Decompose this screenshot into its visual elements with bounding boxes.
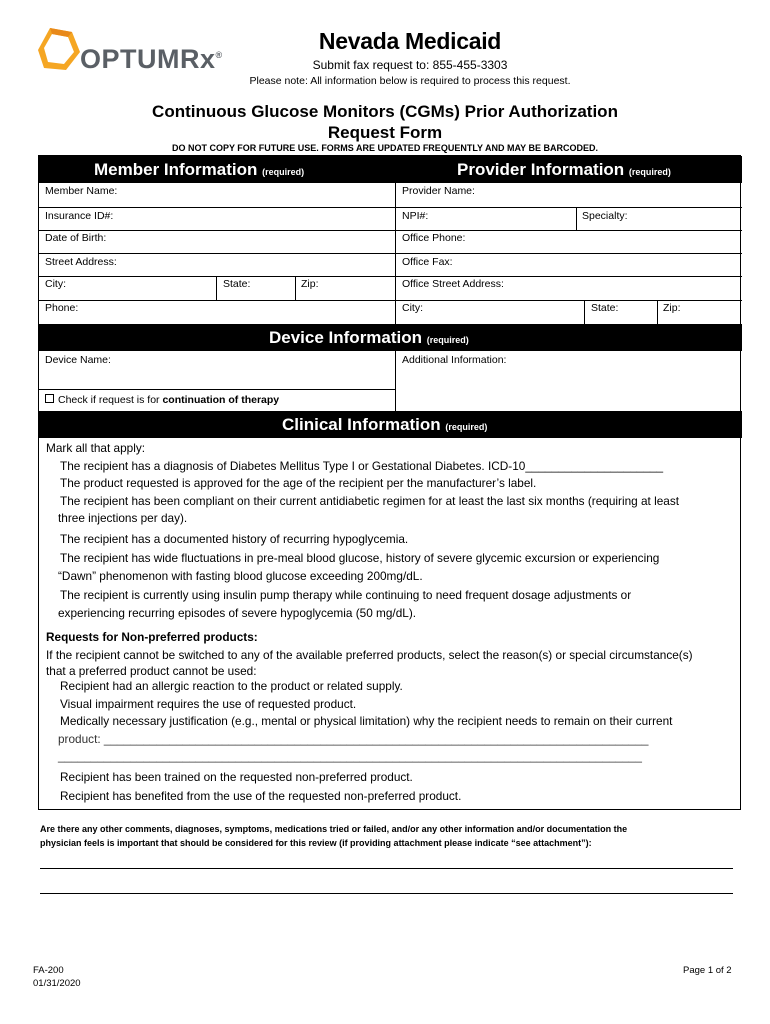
nonpref-medical[interactable]: Medically necessary justification (e.g., mental or physical limitation) why the recipient needs to remain on their current: [60, 714, 673, 728]
nonpref-visual[interactable]: Visual impairment requires the use of requested product.: [60, 696, 357, 711]
form-id: FA-200: [33, 965, 64, 976]
insurance-id-field[interactable]: Insurance ID#:: [45, 210, 114, 222]
dob-field[interactable]: Date of Birth:: [45, 232, 107, 244]
office-street-field[interactable]: Office Street Address:: [402, 278, 504, 290]
provider-city-field[interactable]: City:: [402, 302, 423, 314]
form-date: 01/31/2020: [33, 978, 81, 989]
clinical-header: [39, 411, 742, 438]
member-zip-field[interactable]: Zip:: [301, 278, 319, 290]
specialty-field[interactable]: Specialty:: [582, 210, 628, 222]
nonpref-product-line-2[interactable]: _________________________________________________________________________________________: [58, 749, 642, 763]
criteria-fluctuations[interactable]: The recipient has wide fluctuations in pre-meal blood glucose, history of severe glycemic excursion or experiencing: [60, 551, 660, 565]
clinical-criteria: [46, 440, 736, 806]
criteria-compliant-cont: three injections per day).: [58, 511, 188, 525]
provider-state-field[interactable]: State:: [591, 302, 619, 314]
mark-all-label: Mark all that apply:: [46, 441, 146, 455]
checkbox-icon[interactable]: [45, 394, 54, 403]
required-note: Please note: All information below is required to process this request.: [249, 75, 571, 87]
comments-line-2[interactable]: [40, 893, 733, 894]
logo-wordmark: OPTUMRx®: [80, 44, 223, 74]
form-title-line-2: Request Form: [327, 123, 443, 142]
criteria-hypoglycemia[interactable]: The recipient has a documented history of recurring hypoglycemia.: [60, 531, 409, 546]
copy-warning: DO NOT COPY FOR FUTURE USE. FORMS ARE UPDATED FREQUENTLY AND MAY BE BARCODED.: [171, 143, 599, 153]
fax-line: Submit fax request to: 855-455-3303: [312, 58, 508, 72]
nonpref-benefited[interactable]: Recipient has benefited from the use of the requested non-preferred product.: [60, 789, 462, 803]
additional-info-field[interactable]: Additional Information:: [402, 354, 507, 366]
provider-heading: Provider Information (required): [457, 160, 671, 179]
page-title: Nevada Medicaid: [318, 28, 502, 54]
criteria-insulin-pump[interactable]: The recipient is currently using insulin pump therapy while continuing to need frequent dosage adjustments or: [60, 588, 632, 602]
criteria-diagnosis[interactable]: The recipient has a diagnosis of Diabetes Mellitus Type I or Gestational Diabetes. ICD-10_____________________: [60, 458, 664, 473]
comments-line-1[interactable]: [40, 868, 733, 869]
device-heading: Device Information (required): [269, 328, 469, 347]
form-title-line-1: Continuous Glucose Monitors (CGMs) Prior Authorization: [152, 102, 618, 121]
office-fax-field[interactable]: Office Fax:: [402, 256, 453, 268]
comments-prompt: Are there any other comments, diagnoses, symptoms, medications tried or failed, and/or any other information and/or documentation the physician feels is important that should be considered for this review (if providing attachment please indicate “see attachment”):: [40, 824, 628, 848]
npi-field[interactable]: NPI#:: [402, 210, 429, 222]
member-phone-field[interactable]: Phone:: [45, 302, 79, 314]
member-city-field[interactable]: City:: [45, 278, 66, 290]
device-name-field[interactable]: Device Name:: [45, 354, 111, 366]
nonpref-trained[interactable]: Recipient has been trained on the requested non-preferred product.: [60, 769, 413, 784]
page-number: Page 1 of 2: [683, 965, 732, 976]
criteria-insulin-pump-cont: experiencing recurring episodes of severe hypoglycemia (50 mg/dL).: [58, 605, 417, 620]
provider-name-field[interactable]: Provider Name:: [402, 185, 475, 197]
street-address-field[interactable]: Street Address:: [45, 256, 117, 268]
prior-auth-form: [38, 155, 741, 810]
criteria-age[interactable]: The product requested is approved for the age of the recipient per the manufacturer’s label.: [60, 476, 537, 490]
continuation-checkbox[interactable]: Check if request is for continuation of therapy: [45, 394, 279, 406]
nonpref-product-line[interactable]: product: ___________________________________________________________________________________: [58, 731, 649, 746]
form-title: [0, 101, 770, 143]
criteria-fluctuations-cont: “Dawn” phenomenon with fasting blood glucose exceeding 200mg/dL.: [58, 568, 423, 583]
nonpref-heading: Requests for Non-preferred products:: [46, 630, 258, 644]
nonpref-intro-cont: that a preferred product cannot be used:: [46, 664, 257, 678]
member-heading: Member Information (required): [94, 160, 305, 179]
nonpref-allergic[interactable]: Recipient had an allergic reaction to the product or related supply.: [60, 679, 403, 693]
member-provider-header: [39, 156, 742, 183]
office-phone-field[interactable]: Office Phone:: [402, 232, 466, 244]
criteria-compliant[interactable]: The recipient has been compliant on their current antidiabetic regimen for at least the last six months (requiring at least: [60, 493, 680, 508]
nonpref-intro: If the recipient cannot be switched to any of the available preferred products, select the reason(s) or special circumstance(s): [46, 647, 693, 662]
optumrx-logo: [30, 22, 225, 82]
device-header: [39, 324, 742, 351]
clinical-heading: Clinical Information (required): [282, 415, 488, 434]
member-state-field[interactable]: State:: [223, 278, 251, 290]
provider-zip-field[interactable]: Zip:: [663, 302, 681, 314]
member-name-field[interactable]: Member Name:: [45, 185, 118, 197]
